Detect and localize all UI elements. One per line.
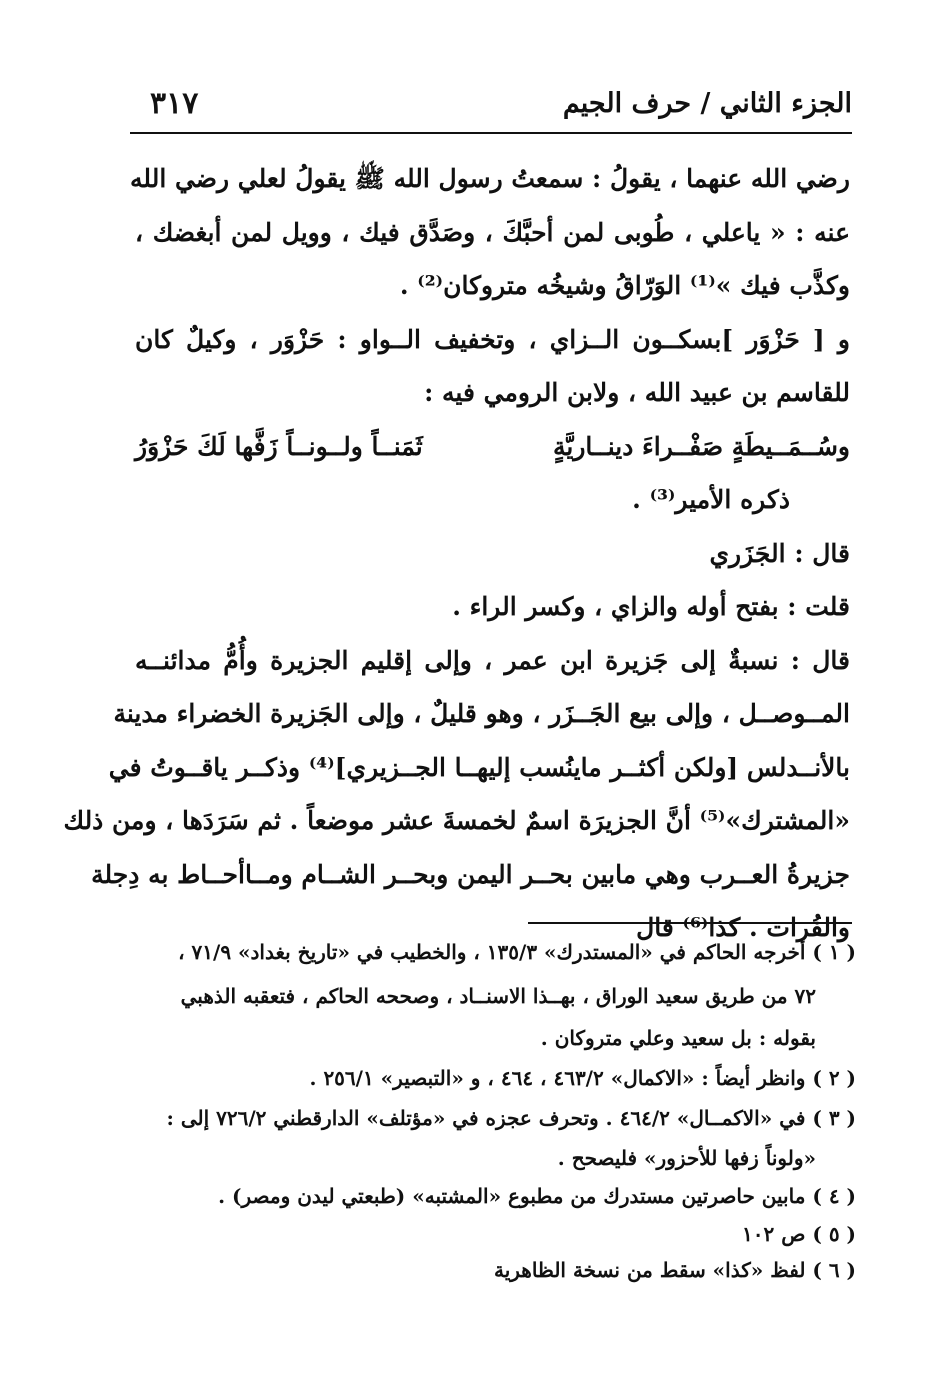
text-line: «المشترك»⁽⁵⁾ أنَّ الجزيرَة اسمٌ لخمسةَ عشر موضعاً . ثم سَرَدَها ، ومن ذلك xyxy=(63,806,850,835)
footnote-1: ( ١ ) أخرجه الحاكم في «المستدرك» ١٣٥/٣ ، والخطيب في «تاريخ بغداد» ٧١/٩ ، xyxy=(178,940,856,964)
text-line: رضي الله عنهما ، يقولُ : سمعتُ رسول الله ﷺ يقولُ لعلي رضي الله xyxy=(130,164,850,193)
footnote-6: ( ٦ ) لفظ «كذا» سقط من نسخة الظاهرية xyxy=(493,1258,856,1282)
footnote-5: ( ٥ ) ص ١٠٢ xyxy=(742,1222,856,1246)
text-line: ذكره الأمير⁽³⁾ . xyxy=(632,485,790,514)
footnote-3: ( ٣ ) في «الاكمــال» ٤٦٤/٢ . وتحرف عجزه في «مؤتلف» الدارقطني ٧٢٦/٢ إلى : xyxy=(166,1106,856,1130)
footnote-1-continued: بقوله : بل سعيد وعلي متروكان . xyxy=(540,1026,816,1050)
page-header xyxy=(130,80,852,134)
poetry-verse xyxy=(135,420,850,474)
footnote-3-continued: «ولوناً زفها للأحزور» فليصحح . xyxy=(557,1146,816,1170)
text-line: قلت : بفتح أوله والزاي ، وكسر الراء . xyxy=(452,592,850,621)
verse-first-hemistich: وسُــمَــيطَةٍ صَفْــراءَ دينــاريَّةٍ xyxy=(553,431,850,461)
text-line: المــوصــل ، وإلى بيع الجَــزَر ، وهو قليلٌ ، وإلى الجَزيرة الخضراء مدينة xyxy=(113,699,850,728)
text-line: للقاسم بن عبيد الله ، ولابن الرومي فيه : xyxy=(424,378,850,407)
text-line: جزيرةُ العــرب وهي مابين بحــر اليمن وبحــر الشــام ومــاأحــاط به دِجلة xyxy=(91,859,850,889)
text-line: قال : نسبةٌ إلى جَزيرة ابن عمر ، وإلى إقليم الجزيرة وأُمُّ مدائنــه xyxy=(135,645,850,675)
text-line: وكذَّب فيك »⁽¹⁾ الوَرّاقُ وشيخُه متروكان⁽²⁾ . xyxy=(399,271,850,300)
text-line: بالأنــدلس [ولكن أكثــر ماينُسب إليهــا الجــزيري]⁽⁴⁾ وذكــر ياقــوتُ في xyxy=(108,752,850,782)
footnote-2: ( ٢ ) وانظر أيضاً : «الاكمال» ٤٦٣/٢ ، ٤٦٤ ، و «التبصير» ٢٥٦/١ . xyxy=(309,1066,856,1090)
text-line: والفُرات . كذا⁽⁶⁾ قال xyxy=(636,913,850,942)
footnote-4: ( ٤ ) مابين حاصرتين مستدرك من مطبوع «المشتبه» (طبعتي ليدن ومصر) . xyxy=(218,1184,856,1208)
footnote-divider xyxy=(528,922,852,924)
verse-second-hemistich: ثَمَنــاً ولــونــاً زَفَّها لَكَ حَزْوَرُ xyxy=(135,431,423,461)
page-number: ٣١٧ xyxy=(150,86,199,121)
main-text xyxy=(63,152,850,955)
text-line: قال : الجَزَري xyxy=(709,538,850,568)
footnote-1-continued: ٧٢ من طريق سعيد الوراق ، بهــذا الاسنــاد ، وصححه الحاكم ، فتعقبه الذهبي xyxy=(180,984,816,1008)
text-line: عنه : « ياعلي ، طُوبى لمن أحبَّكَ ، وصَدَّق فيك ، وويل لمن أبغضك ، xyxy=(135,217,850,247)
text-line: و [ حَزْوَر ]بسكــون الــزاي ، وتخفيف الــواو : حَزْوَر ، وكيلٌ كان xyxy=(135,324,850,354)
running-head: الجزء الثاني / حرف الجيم xyxy=(562,88,852,119)
